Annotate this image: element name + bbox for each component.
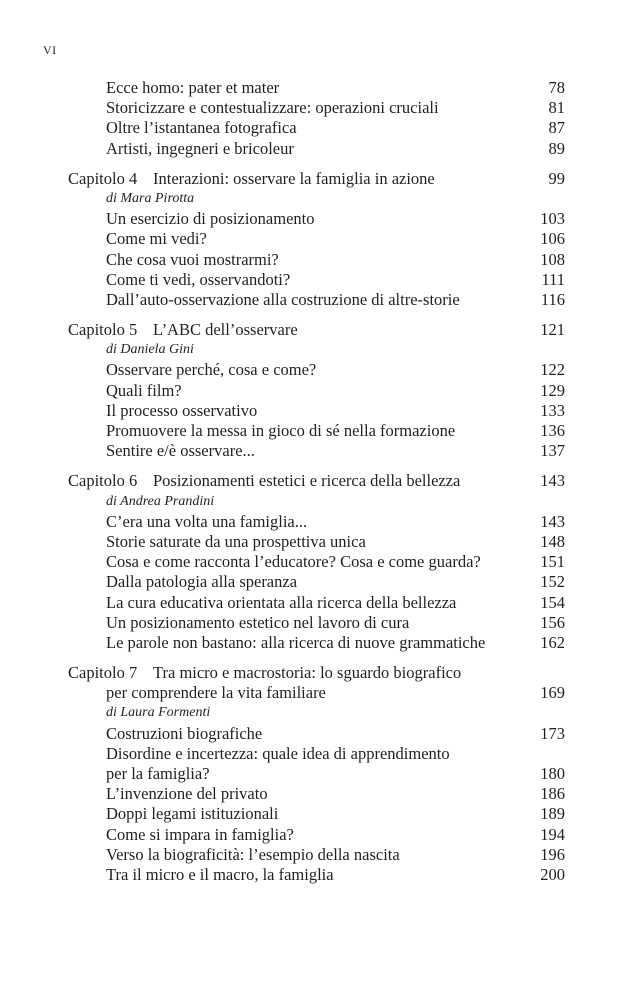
chapter-author	[68, 340, 565, 360]
entry-page: 122	[540, 360, 565, 380]
chapter-page: 121	[540, 320, 565, 340]
entry-page: 89	[548, 138, 565, 158]
toc-entry[interactable]	[68, 250, 565, 270]
entry-page: 129	[540, 380, 565, 400]
entry-title: Storie saturate da una prospettiva unica	[106, 531, 366, 551]
entry-title: Un posizionamento estetico nel lavoro di cura	[106, 612, 410, 632]
entry-page: 81	[548, 98, 565, 118]
toc-entry[interactable]	[68, 360, 565, 380]
chapter-title: Posizionamenti estetici e ricerca della bellezza	[153, 471, 461, 491]
author-name: di Mara Pirotta	[106, 190, 195, 206]
chapter-title: L’ABC dell’osservare	[153, 320, 298, 340]
chapter-heading[interactable]	[68, 663, 565, 683]
toc-entry[interactable]	[68, 209, 565, 229]
chapter-7	[68, 663, 565, 885]
table-of-contents	[68, 78, 565, 885]
toc-entry-continued[interactable]	[68, 764, 565, 784]
entry-title: Oltre l’istantanea fotografica	[106, 118, 297, 138]
entry-page: 189	[540, 804, 565, 824]
entry-page: 173	[540, 723, 565, 743]
entry-title-continued: per la famiglia?	[106, 764, 210, 783]
entry-title: Osservare perché, cosa e come?	[106, 360, 317, 380]
toc-entry[interactable]	[68, 98, 565, 118]
entry-page: 162	[540, 632, 565, 652]
chapter-heading-continued[interactable]	[68, 683, 565, 703]
author-name: di Daniela Gini	[106, 342, 194, 358]
entry-title: Artisti, ingegneri e bricoleur	[106, 138, 294, 158]
toc-entry[interactable]	[68, 421, 565, 441]
entry-title: Doppi legami istituzionali	[106, 804, 279, 824]
toc-entry[interactable]	[68, 118, 565, 138]
entry-title: Disordine e incertezza: quale idea di apprendimento	[106, 743, 450, 763]
entry-page: 200	[540, 864, 565, 884]
chapter-author	[68, 492, 565, 512]
entry-title: Cosa e come racconta l’educatore? Cosa e come guarda?	[106, 552, 481, 572]
entry-page: 106	[540, 229, 565, 249]
chapter-page: 99	[548, 168, 565, 188]
entry-title: Tra il micro e il macro, la famiglia	[106, 864, 334, 884]
chapter-heading[interactable]	[68, 169, 565, 189]
entry-page: 180	[540, 764, 565, 783]
page-number: VI	[43, 43, 57, 57]
entry-title: Come mi vedi?	[106, 229, 207, 249]
entry-page: 143	[540, 511, 565, 531]
toc-entry[interactable]	[68, 825, 565, 845]
entry-title: C’era una volta una famiglia...	[106, 511, 308, 531]
entry-title: Promuovere la messa in gioco di sé nella formazione	[106, 421, 456, 440]
toc-entry[interactable]	[68, 572, 565, 592]
toc-entry[interactable]	[68, 401, 565, 421]
toc-entry[interactable]	[68, 845, 565, 865]
chapter-page: 169	[540, 683, 565, 703]
entry-page: 133	[540, 400, 565, 420]
toc-entry[interactable]	[68, 290, 565, 310]
entry-page: 103	[540, 209, 565, 229]
toc-entry[interactable]	[68, 593, 565, 613]
toc-entry[interactable]	[68, 139, 565, 159]
entry-title: Come ti vedi, osservandoti?	[106, 269, 291, 289]
entry-page: 87	[548, 118, 565, 138]
toc-entry[interactable]	[68, 804, 565, 824]
entry-page: 186	[540, 784, 565, 804]
toc-entry[interactable]	[68, 78, 565, 98]
entry-title: Quali film?	[106, 380, 182, 400]
toc-entry[interactable]	[68, 613, 565, 633]
entry-title: Ecce homo: pater et mater	[106, 78, 280, 97]
chapter-6	[68, 471, 565, 653]
entry-page: 196	[540, 844, 565, 864]
entry-page: 151	[540, 552, 565, 572]
entry-title: Dalla patologia alla speranza	[106, 572, 298, 592]
entry-page: 111	[541, 269, 565, 289]
chapter-label: Capitolo 4	[68, 168, 138, 188]
toc-entry[interactable]	[68, 784, 565, 804]
entry-page: 116	[540, 289, 565, 309]
intro-sections	[68, 78, 565, 159]
entry-page: 148	[540, 531, 565, 551]
author-name: di Andrea Prandini	[106, 493, 215, 509]
entry-title: Sentire e/è osservare...	[106, 441, 255, 461]
entry-title: Dall’auto-osservazione alla costruzione di altre-storie	[106, 289, 460, 309]
entry-page: 137	[540, 441, 565, 461]
chapter-heading[interactable]	[68, 320, 565, 340]
entry-title: Che cosa vuoi mostrarmi?	[106, 249, 279, 269]
entry-page: 78	[548, 78, 565, 97]
chapter-label: Capitolo 7	[68, 663, 138, 683]
chapter-5	[68, 320, 565, 461]
toc-entry[interactable]	[68, 512, 565, 532]
entry-title: Le parole non bastano: alla ricerca di nuove grammatiche	[106, 632, 486, 652]
toc-entry[interactable]	[68, 552, 565, 572]
chapter-label: Capitolo 5	[68, 320, 138, 340]
chapter-title: Tra micro e macrostoria: lo sguardo biografico	[153, 663, 462, 683]
entry-title: L’invenzione del privato	[106, 784, 268, 804]
toc-entry[interactable]	[68, 724, 565, 744]
entry-title: Verso la biograficità: l’esempio della nascita	[106, 844, 400, 864]
chapter-author	[68, 703, 565, 723]
entry-page: 194	[540, 824, 565, 844]
entry-title: Un esercizio di posizionamento	[106, 209, 315, 229]
toc-entry[interactable]	[68, 532, 565, 552]
toc-entry[interactable]	[68, 381, 565, 401]
chapter-author	[68, 189, 565, 209]
entry-title: Costruzioni biografiche	[106, 723, 263, 743]
toc-entry[interactable]	[68, 865, 565, 885]
toc-entry[interactable]	[68, 441, 565, 461]
entry-page: 152	[540, 572, 565, 592]
entry-title: Il processo osservativo	[106, 400, 258, 420]
entry-title: Storicizzare e contestualizzare: operazioni cruciali	[106, 98, 439, 118]
toc-entry[interactable]	[68, 744, 565, 764]
chapter-title-continued: per comprendere la vita familiare	[106, 683, 326, 703]
entry-title: La cura educativa orientata alla ricerca della bellezza	[106, 592, 457, 612]
chapter-title: Interazioni: osservare la famiglia in azione	[153, 168, 435, 188]
chapter-4	[68, 169, 565, 310]
chapter-page: 143	[540, 471, 565, 491]
chapter-label: Capitolo 6	[68, 471, 138, 491]
toc-entry[interactable]	[68, 229, 565, 249]
entry-page: 156	[540, 612, 565, 632]
entry-page: 154	[540, 592, 565, 612]
entry-page: 108	[540, 249, 565, 269]
entry-title: Come si impara in famiglia?	[106, 824, 294, 844]
author-name: di Laura Formenti	[106, 705, 211, 721]
toc-entry[interactable]	[68, 270, 565, 290]
entry-page: 136	[540, 421, 565, 440]
toc-entry[interactable]	[68, 633, 565, 653]
chapter-heading[interactable]	[68, 471, 565, 491]
